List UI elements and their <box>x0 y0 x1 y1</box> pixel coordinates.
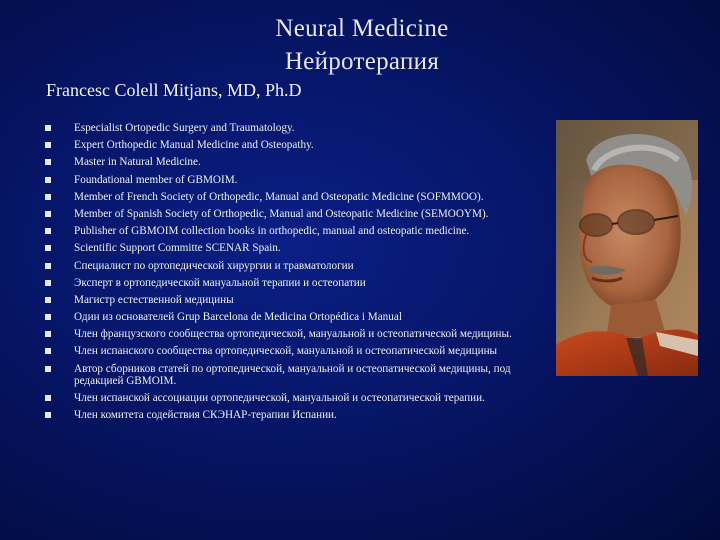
bullet-icon <box>45 159 51 165</box>
list-item-text: Член комитета содействия СКЭНАР-терапии Испании. <box>74 409 337 421</box>
list-item-text: Expert Orthopedic Manual Medicine and Osteopathy. <box>74 139 314 152</box>
list-item-text: Scientific Support Committe SCENAR Spain. <box>74 242 281 255</box>
list-item <box>42 409 532 421</box>
list-item-text: Член испанской ассоциации ортопедической, мануальной и остеопатической терапии. <box>74 391 485 404</box>
list-item <box>42 277 532 289</box>
bullet-icon <box>45 366 51 372</box>
list-item-text: Автор сборников статей по ортопедической, мануальной и остеопатической медицины, под редакцией GBMOIM. <box>74 362 511 387</box>
bullet-icon <box>45 245 51 251</box>
bullet-icon <box>45 142 51 148</box>
list-item <box>42 294 532 306</box>
bullet-icon <box>45 194 51 200</box>
list-item <box>42 328 532 340</box>
bullet-icon <box>45 412 51 418</box>
list-item <box>42 191 532 203</box>
author-name: Francesc Colell Mitjans, MD, Ph.D <box>46 80 302 100</box>
bullet-icon <box>45 395 51 401</box>
list-item-text: Один из основателей Grup Barcelona de Medicina Ortopédica i Manual <box>74 311 402 324</box>
bullet-icon <box>45 280 51 286</box>
list-item-text: Член испанского сообщества ортопедической, мануальной и остеопатической медицины <box>74 345 498 358</box>
list-item <box>42 156 532 168</box>
bullet-icon <box>45 314 51 320</box>
credentials-list <box>42 122 532 426</box>
bullet-icon <box>45 228 51 234</box>
bullet-icon <box>45 331 51 337</box>
list-item <box>42 363 532 387</box>
bullet-icon <box>45 177 51 183</box>
list-item-text: Магистр естественной медицины <box>74 293 234 306</box>
list-item-text: Especialist Ortopedic Surgery and Traumatology. <box>74 122 295 134</box>
list-item <box>42 311 532 323</box>
list-item <box>42 208 532 220</box>
list-item <box>42 139 532 151</box>
list-item-text: Специалист по ортопедической хирургии и травматологии <box>74 259 354 272</box>
list-item-text: Member of French Society of Orthopedic, Manual and Osteopatic Medicine (SOFMMOO). <box>74 190 484 203</box>
list-item <box>42 260 532 272</box>
list-item <box>42 392 532 404</box>
bullet-icon <box>45 297 51 303</box>
list-item-text: Publisher of GBMOIM collection books in orthopedic, manual and osteopatic medicine. <box>74 225 470 238</box>
list-item-text: Foundational member of GBMOIM. <box>74 173 238 186</box>
list-item <box>42 122 532 134</box>
list-item-text: Master in Natural Medicine. <box>74 156 201 169</box>
bullet-icon <box>45 211 51 217</box>
portrait-photo <box>556 120 698 376</box>
slide-title-line2: Нейротерапия <box>284 48 440 75</box>
list-item <box>42 174 532 186</box>
list-item-text: Эксперт в ортопедической мануальной терапии и остеопатии <box>74 276 366 289</box>
list-item-text: Член французского сообщества ортопедической, мануальной и остеопатической медицины. <box>74 328 512 341</box>
list-item <box>42 225 532 237</box>
bullet-icon <box>45 263 51 269</box>
list-item <box>42 345 532 357</box>
bullet-icon <box>45 348 51 354</box>
list-item <box>42 242 532 254</box>
slide-title-line1: Neural Medicine <box>275 15 449 42</box>
bullet-icon <box>45 125 51 131</box>
list-item-text: Member of Spanish Society of Orthopedic, Manual and Osteopatic Medicine (SEMOOYM). <box>74 207 489 220</box>
